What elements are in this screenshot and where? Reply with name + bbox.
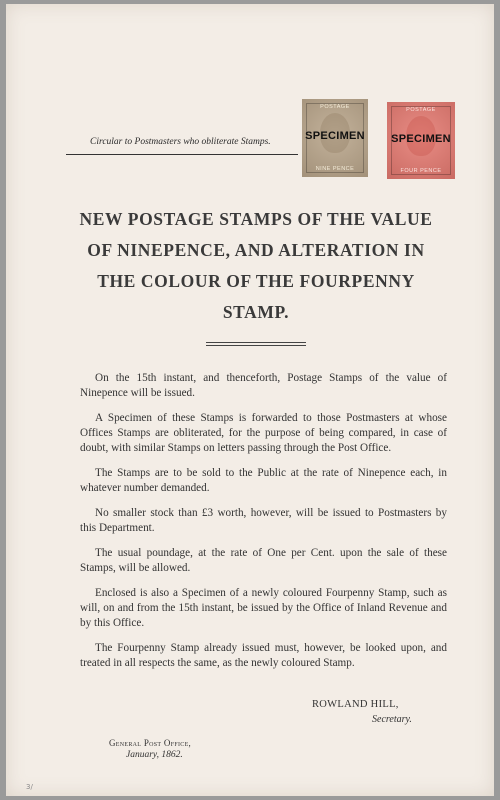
signatory-title: Secretary. — [372, 714, 412, 725]
issuing-office: General Post Office, — [109, 738, 192, 748]
fourpence-specimen-stamp — [387, 102, 455, 179]
title-double-rule — [206, 342, 306, 346]
paragraph: The Stamps are to be sold to the Public at the rate of Ninepence each, in whatever number demanded. — [80, 467, 447, 494]
circular-underline — [66, 154, 298, 155]
document-title: NEW POSTAGE STAMPS OF THE VALUE OF NINEPENCE, AND ALTERATION IN THE COLOUR OF THE FOURPENNY STAMP. — [79, 209, 433, 322]
paragraph: The Fourpenny Stamp already issued must, however, be looked upon, and treated in all respects the same, as the newly coloured Stamp. — [80, 642, 447, 669]
paragraph: Enclosed is also a Specimen of a newly coloured Fourpenny Stamp, such as will, on and from the 15th instant, be issued by the Office of Inland Revenue and by this Office. — [80, 587, 447, 629]
ninepence-specimen-stamp — [302, 99, 368, 177]
paragraph: On the 15th instant, and thenceforth, Postage Stamps of the value of Ninepence will be issued. — [80, 372, 447, 399]
document-sheet — [6, 4, 494, 796]
stamp-value-label: FOUR PENCE — [400, 168, 442, 174]
specimen-overprint: SPECIMEN — [391, 133, 451, 145]
stamp-top-label: POSTAGE — [320, 104, 350, 110]
paragraph: The usual poundage, at the rate of One per Cent. upon the sale of these Stamps, will be allowed. — [80, 547, 447, 574]
paragraph: No smaller stock than £3 worth, however, will be issued to Postmasters by this Department. — [80, 507, 447, 534]
paragraph: A Specimen of these Stamps is forwarded to those Postmasters at whose Offices Stamps are obliterated, for the purpose of being compared, in case of doubt, with similar Stamps on letters passing through the Post Office. — [80, 412, 447, 454]
stamp-value-label: NINE PENCE — [315, 166, 355, 172]
circular-label: Circular to Postmasters who obliterate Stamps. — [90, 137, 271, 147]
pencil-annotation: 3/ — [26, 783, 33, 791]
specimen-overprint: SPECIMEN — [305, 130, 365, 142]
issue-date: January, 1862. — [126, 750, 183, 760]
signatory-name: ROWLAND HILL, — [312, 699, 399, 710]
stamp-top-label: POSTAGE — [406, 107, 436, 113]
circular-body — [80, 371, 447, 681]
